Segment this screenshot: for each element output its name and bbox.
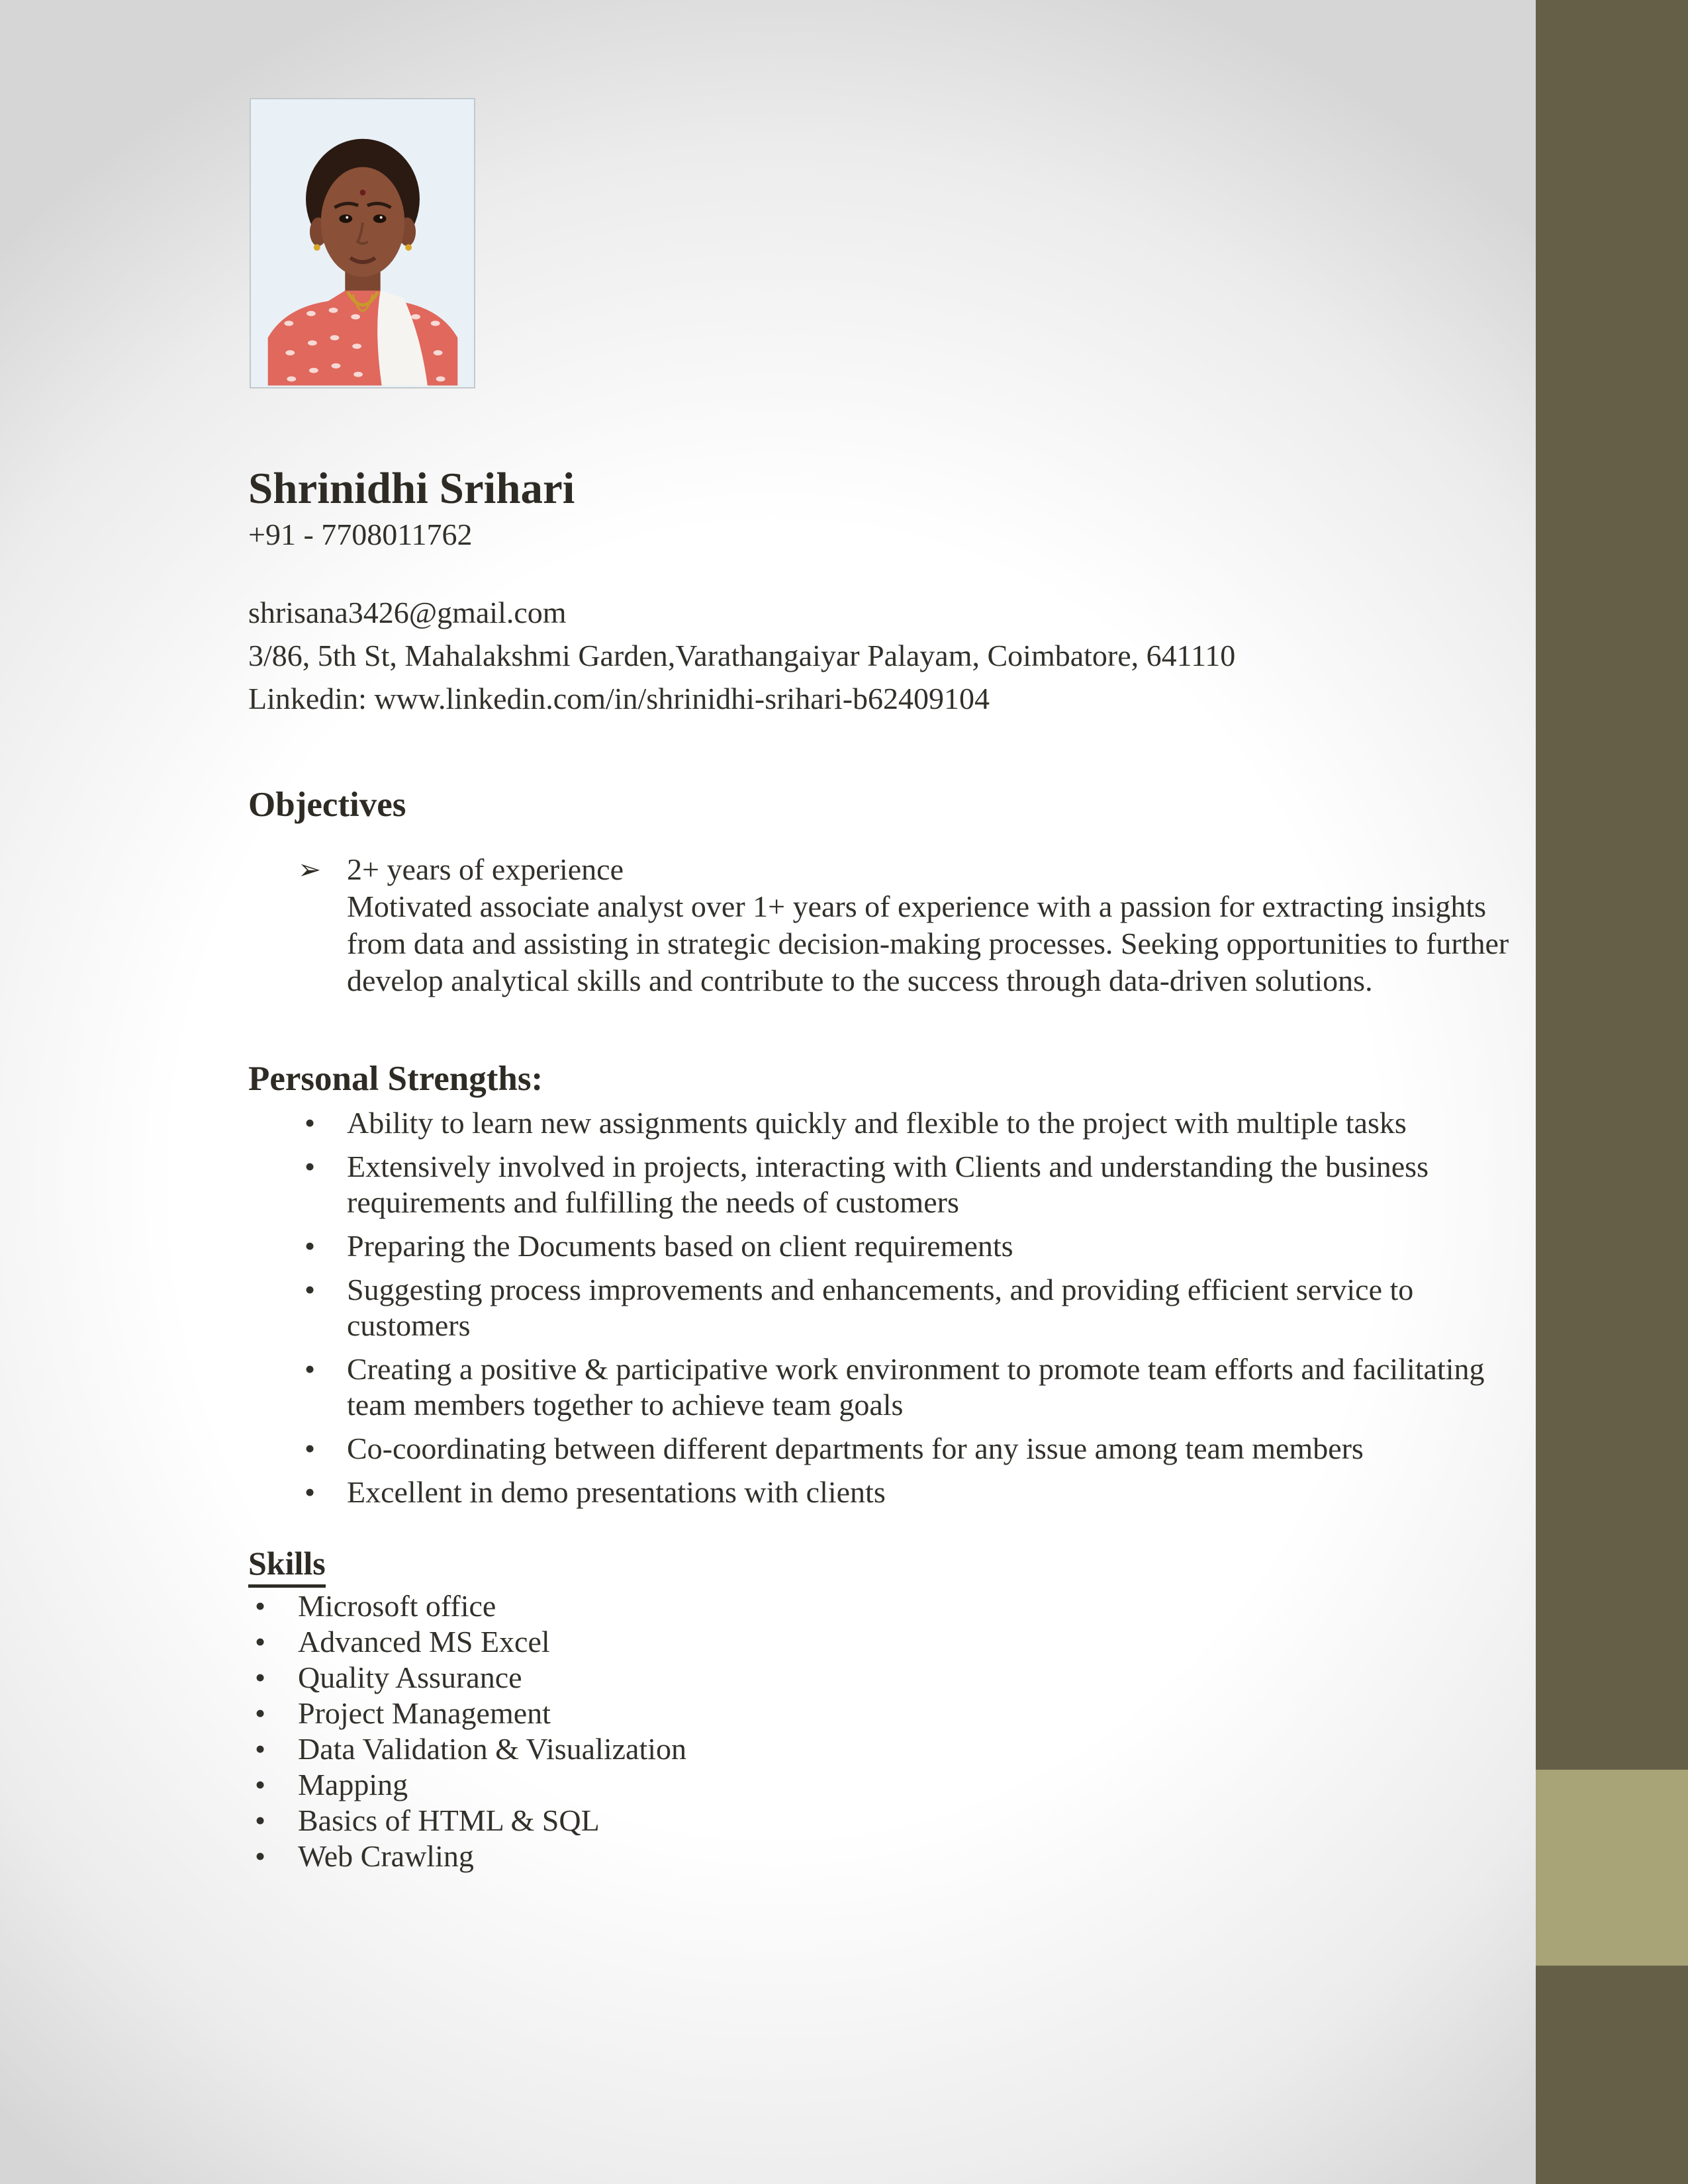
postal-address: 3/86, 5th St, Mahalakshmi Garden,Varathangaiyar Palayam, Coimbatore, 641110: [248, 639, 1236, 672]
strength-text: Creating a positive & participative work environment to promote team efforts and facilitating team members together to achieve team goals: [347, 1352, 1485, 1422]
strength-item: [248, 1351, 1532, 1423]
strength-item: [248, 1431, 1532, 1467]
strength-text: Co-coordinating between different departments for any issue among team members: [347, 1432, 1364, 1465]
bullet-icon: •: [255, 1732, 266, 1766]
objective-item: [248, 851, 1532, 999]
skill-item: [248, 1588, 1532, 1623]
skill-text: Advanced MS Excel: [298, 1625, 550, 1659]
phone-number: +91 - 7708011762: [248, 518, 473, 551]
bullet-icon: •: [255, 1625, 266, 1659]
arrowhead-bullet-icon: ➢: [298, 855, 322, 886]
strength-text: Suggesting process improvements and enhancements, and providing efficient service to customers: [347, 1273, 1414, 1342]
bullet-icon: •: [305, 1150, 316, 1183]
resume-body: [248, 465, 1532, 1874]
skill-text: Web Crawling: [298, 1839, 474, 1873]
bullet-icon: •: [255, 1589, 266, 1623]
skill-text: Microsoft office: [298, 1589, 496, 1623]
objectives-heading: Objectives: [248, 786, 406, 824]
skill-item: [248, 1839, 1532, 1874]
skill-text: Mapping: [298, 1768, 408, 1801]
strength-text: Preparing the Documents based on client requirements: [347, 1229, 1013, 1263]
bullet-icon: •: [305, 1273, 316, 1306]
strength-item: [248, 1105, 1532, 1141]
strength-item: [248, 1272, 1532, 1343]
strength-item: [248, 1228, 1532, 1264]
skill-item: [248, 1624, 1532, 1659]
bullet-icon: •: [255, 1661, 266, 1694]
skill-item: [248, 1767, 1532, 1802]
strength-text: Ability to learn new assignments quickly and flexible to the project with multiple tasks: [347, 1106, 1407, 1140]
skill-text: Project Management: [298, 1696, 551, 1730]
skill-item: [248, 1731, 1532, 1766]
strength-text: Excellent in demo presentations with clients: [347, 1475, 886, 1509]
objective-text-block: [347, 851, 1532, 999]
skill-text: Quality Assurance: [298, 1661, 522, 1694]
skill-text: Data Validation & Visualization: [298, 1732, 687, 1766]
skill-item: [248, 1660, 1532, 1695]
objective-title: 2+ years of experience: [347, 852, 624, 886]
bullet-icon: •: [305, 1432, 316, 1465]
candidate-name: Shrinidhi Srihari: [248, 464, 575, 513]
strength-text: Extensively involved in projects, interacting with Clients and understanding the business requirements and fulfilling the needs of customers: [347, 1150, 1429, 1219]
linkedin-url: Linkedin: www.linkedin.com/in/shrinidhi-srihari-b62409104: [248, 682, 990, 715]
objective-description: Motivated associate analyst over 1+ years of experience with a passion for extracting insights from data and assisting in strategic decision-making processes. Seeking opportunities to further develop analytical skills and contribute to the success through data-driven solutions.: [347, 889, 1509, 997]
strengths-list: [248, 1105, 1532, 1510]
bullet-icon: •: [255, 1839, 266, 1873]
right-accent-bar-light-block: [1536, 1770, 1688, 1966]
profile-photo: [250, 98, 475, 388]
skills-heading: Skills: [248, 1545, 326, 1588]
strength-item: [248, 1475, 1532, 1510]
email-address: shrisana3426@gmail.com: [248, 596, 567, 629]
skills-list: [248, 1588, 1532, 1874]
bullet-icon: •: [255, 1768, 266, 1801]
skill-text: Basics of HTML & SQL: [298, 1803, 600, 1837]
bullet-icon: •: [305, 1475, 316, 1509]
skill-item: [248, 1696, 1532, 1731]
bullet-icon: •: [305, 1352, 316, 1386]
bullet-icon: •: [305, 1229, 316, 1263]
strength-item: [248, 1149, 1532, 1220]
bullet-icon: •: [255, 1696, 266, 1730]
skills-heading-row: [248, 1543, 1532, 1583]
bullet-icon: •: [255, 1803, 266, 1837]
portrait-illustration: [251, 99, 474, 387]
skill-item: [248, 1803, 1532, 1838]
strengths-heading: Personal Strengths:: [248, 1060, 543, 1098]
bullet-icon: •: [305, 1106, 316, 1140]
